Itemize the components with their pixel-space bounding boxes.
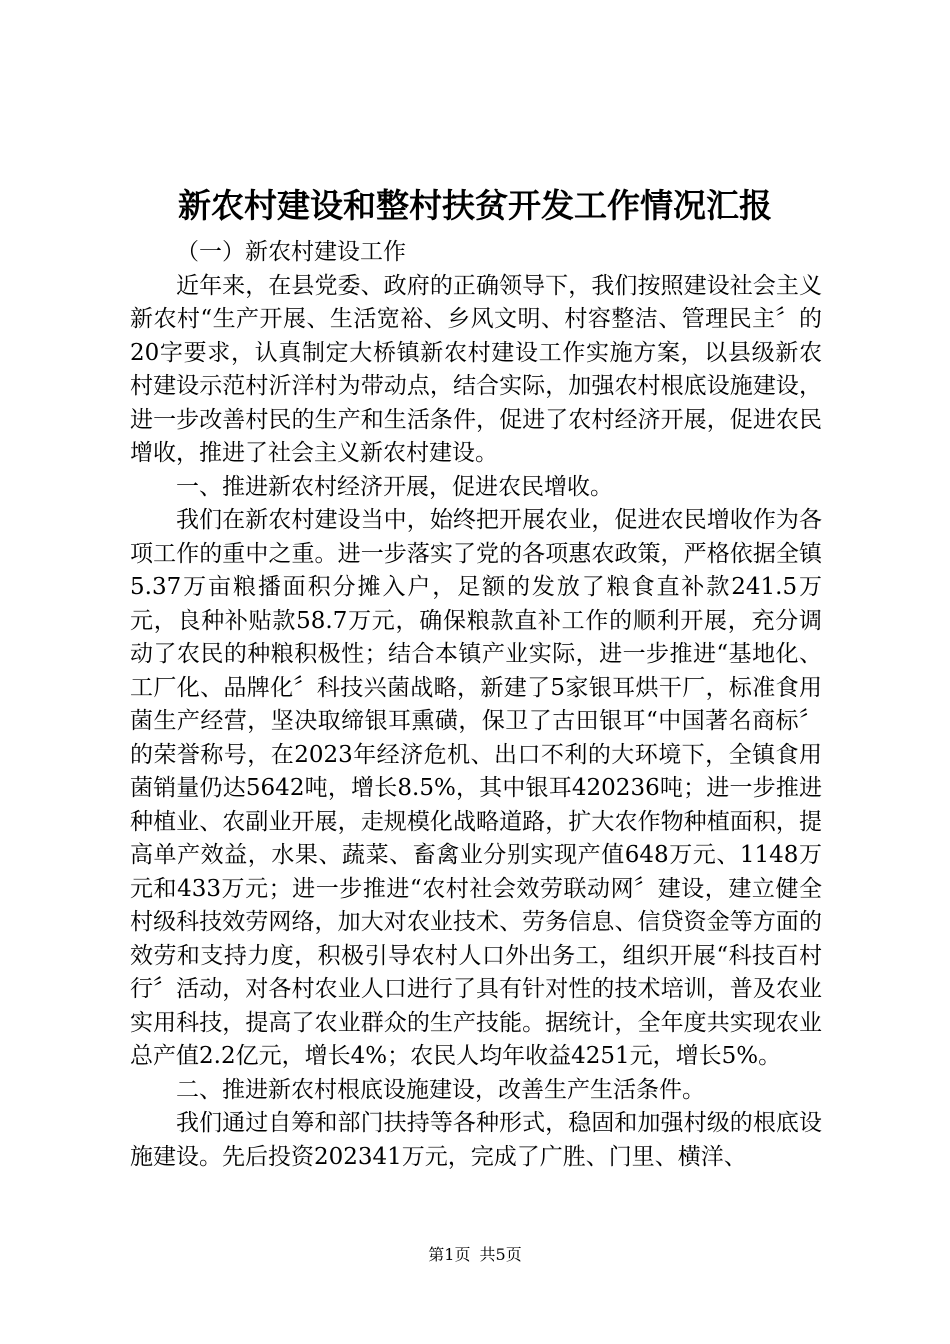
page-footer — [0, 1244, 950, 1266]
subsection-heading: 二、推进新农村根底设施建设，改善生产生活条件。 — [176, 1076, 705, 1103]
subsection-heading: 一、推进新农村经济开展，促进农民增收。 — [176, 473, 613, 500]
body-paragraph: 我们通过自筹和部门扶持等各种形式，稳固和加强村级的根底设施建设。先后投资202341万元，完成了广胜、门里、横洋、 — [130, 1110, 822, 1170]
page-total: 共5页 — [479, 1245, 522, 1264]
page-number: 第1页 — [428, 1245, 471, 1264]
body-paragraph: 近年来，在县党委、政府的正确领导下，我们按照建设社会主义新农村“生产开展、生活宽裕、乡风文明、村容整洁、管理民主〞的20字要求，认真制定大桥镇新农村建设工作实施方案，以县级新农村建设示范村沂洋村为带动点，结合实际，加强农村根底设施建设，进一步改善村民的生产和生活条件，促进了农村经济开展，促进农民增收，推进了社会主义新农村建设。 — [130, 272, 822, 466]
document-body — [130, 236, 822, 1174]
section-heading: （一）新农村建设工作 — [176, 239, 406, 265]
document-title: 新农村建设和整村扶贫开发工作情况汇报 — [178, 186, 772, 225]
body-paragraph: 我们在新农村建设当中，始终把开展农业，促进农民增收作为各项工作的重中之重。进一步落实了党的各项惠农政策，严格依据全镇5.37万亩粮播面积分摊入户，足额的发放了粮食直补款241.5万元，良种补贴款58.7万元，确保粮款直补工作的顺利开展，充分调动了农民的种粮积极性；结合本镇产业实际，进一步推进“基地化、工厂化、品牌化〞科技兴菌战略，新建了5家银耳烘干厂，标准食用菌生产经营，坚决取缔银耳熏磺，保卫了古田银耳“中国著名商标〞的荣誉称号，在2023年经济危机、出口不利的大环境下，全镇食用菌销量仍达5642吨，增长8.5%，其中银耳420236吨；进一步推进种植业、农副业开展，走规模化战略道路，扩大农作物种植面积，提高单产效益，水果、蔬菜、畜禽业分别实现产值648万元、1148万元和433万元；进一步推进“农村社会效劳联动网〞建设，建立健全村级科技效劳网络，加大对农业技术、劳务信息、信贷资金等方面的效劳和支持力度，积极引导农村人口外出务工，组织开展“科技百村行〞活动，对各村农业人口进行了具有针对性的技术培训，普及农业实用科技，提高了农业群众的生产技能。据统计，全年度共实现农业总产值2.2亿元，增长4%；农民人均年收益4251元，增长5%。 — [130, 507, 822, 1069]
